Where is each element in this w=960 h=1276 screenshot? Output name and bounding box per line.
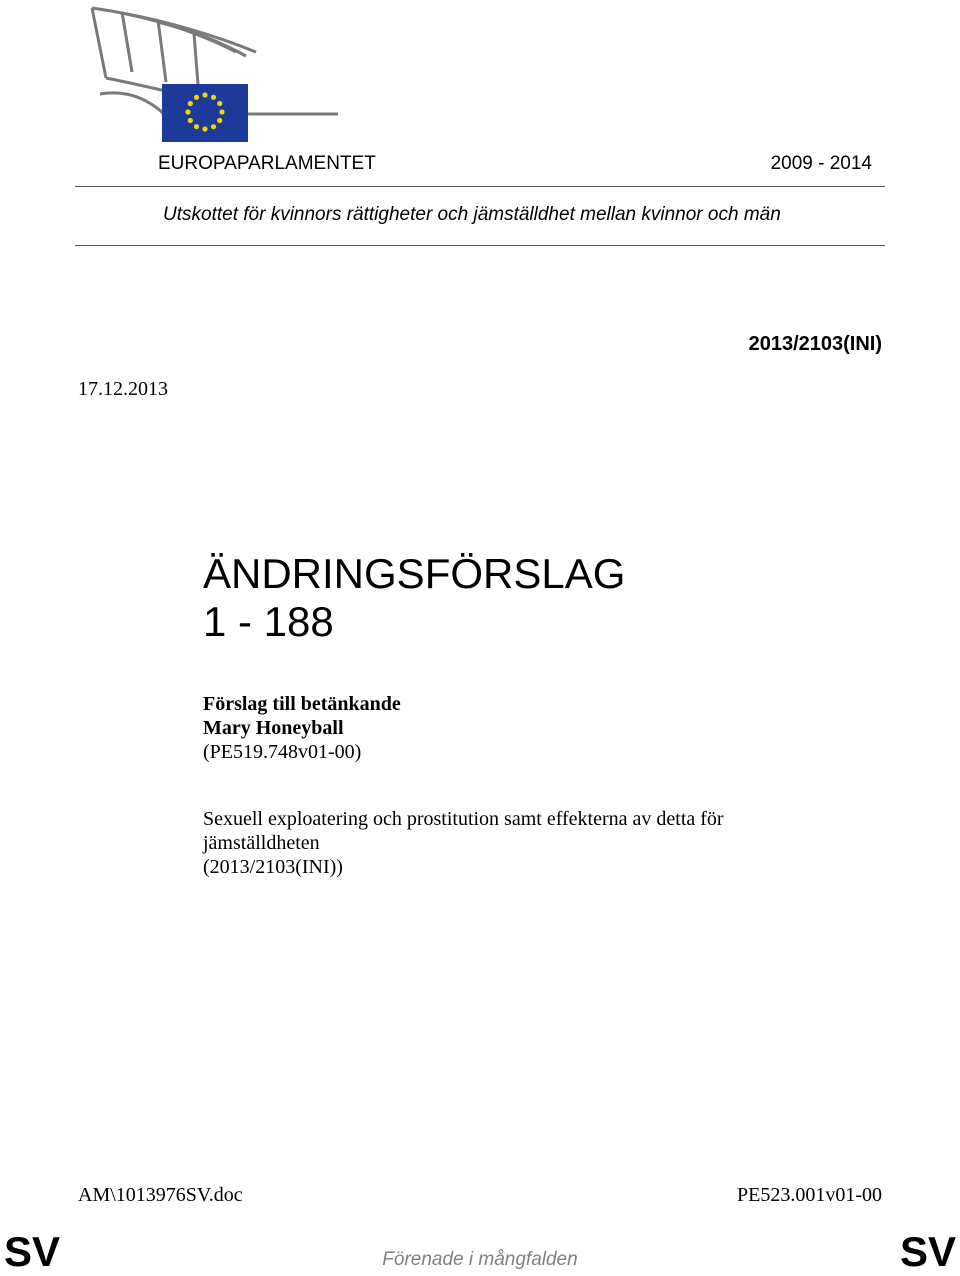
title-line-2: 1 - 188 [203,598,334,645]
subject-line-1: Sexuell exploatering och prostitution samt effekterna av detta för [203,808,724,830]
procedure-reference: 2013/2103(INI) [748,333,882,355]
institution-name: EUROPAPARLAMENTET [158,153,376,174]
language-code-left: SV [4,1228,61,1275]
committee-name: Utskottet för kvinnors rättigheter och jämställdhet mellan kvinnor och män [163,204,781,225]
draft-doc-reference: (PE519.748v01-00) [203,741,362,763]
document-date: 17.12.2013 [78,378,168,400]
committee-divider [75,245,885,246]
subject-block [203,807,823,879]
document-title [203,550,625,646]
eu-motto: Förenade i mångfalden [382,1249,578,1270]
draft-report-block [203,692,401,764]
rapporteur-name: Mary Honeyball [203,717,344,739]
european-parliament-logo [86,4,346,146]
footer-pe-reference: PE523.001v01-00 [737,1184,882,1206]
draft-type: Förslag till betänkande [203,693,401,715]
subject-line-2: jämställdheten [203,832,320,854]
title-line-1: ÄNDRINGSFÖRSLAG [203,550,626,597]
language-code-right: SV [899,1228,956,1275]
subject-line-3: (2013/2103(INI)) [203,856,343,878]
header-divider [75,186,885,187]
footer-file-reference: AM\1013976SV.doc [78,1184,243,1206]
parliamentary-term: 2009 - 2014 [770,153,872,174]
